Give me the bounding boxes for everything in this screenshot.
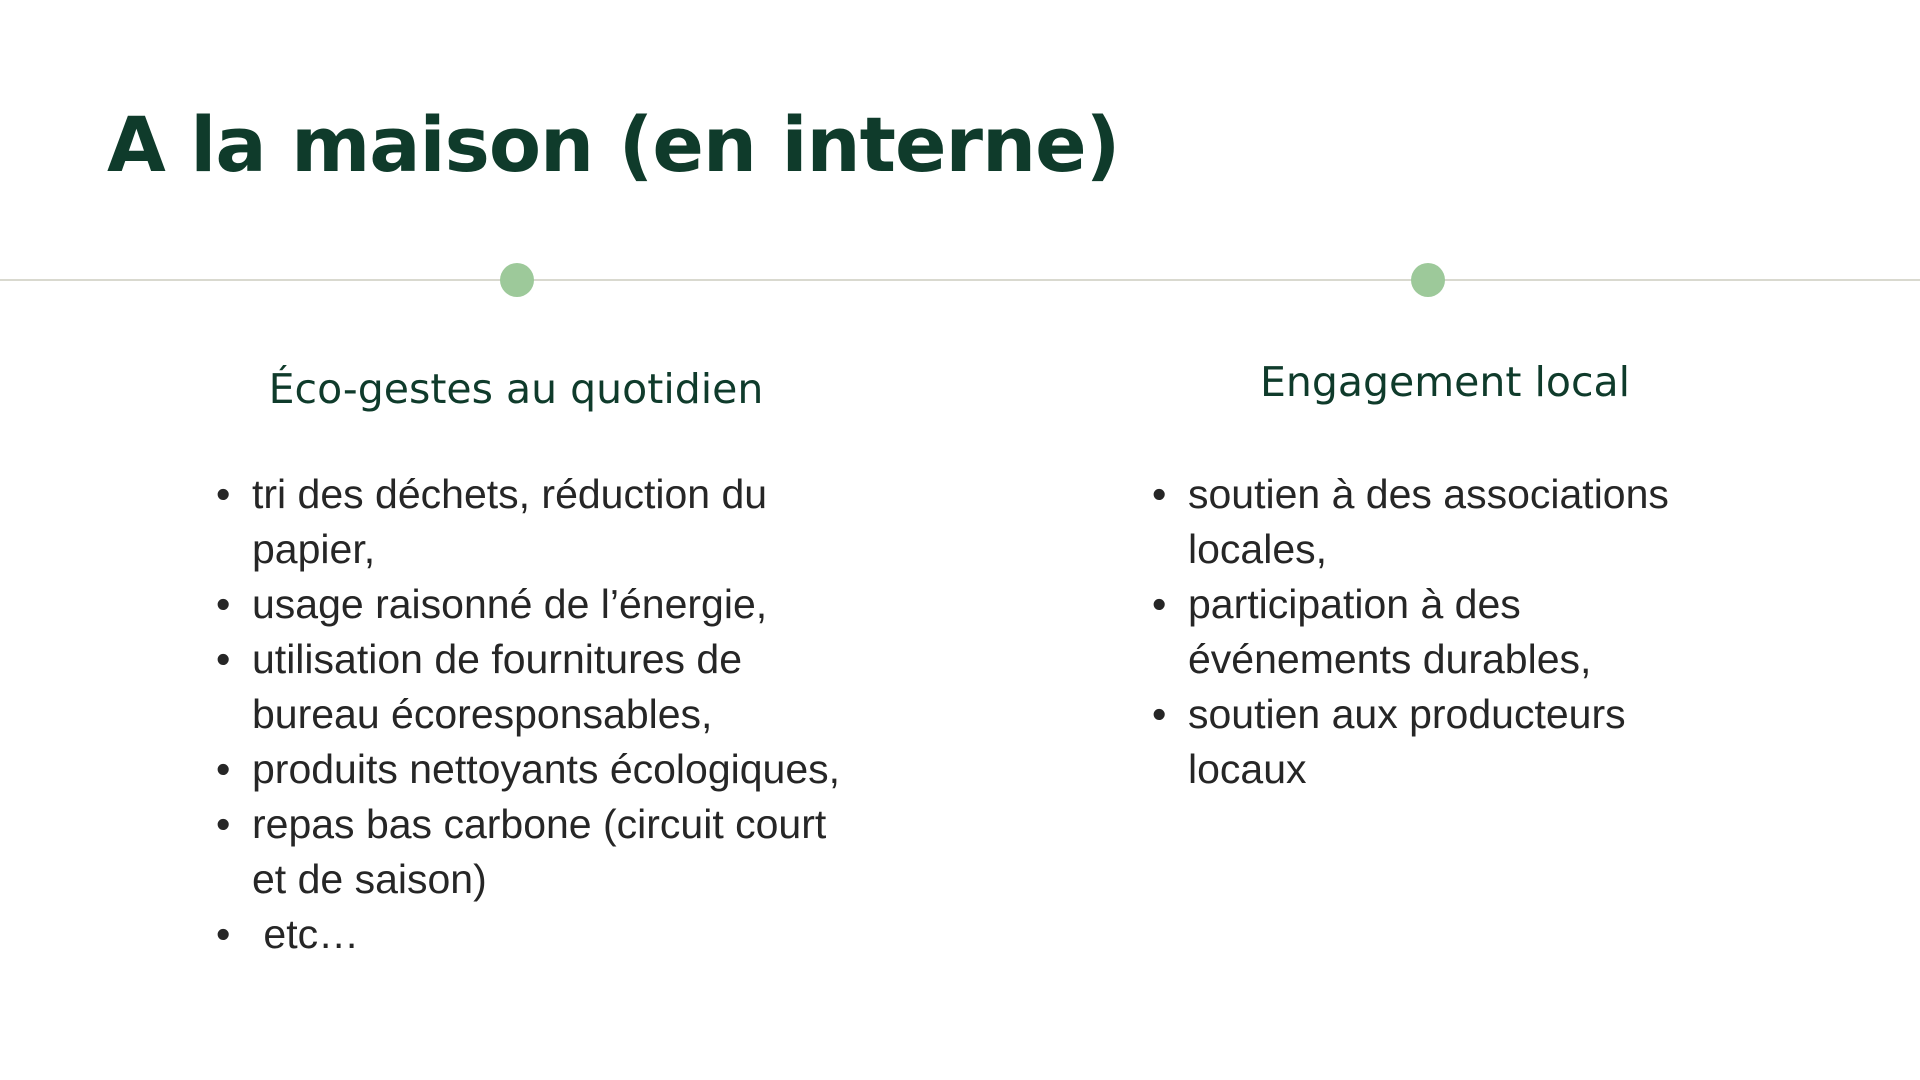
list-item — [214, 797, 854, 907]
engagement-local-list — [1150, 467, 1750, 797]
eco-gestes-list — [214, 467, 854, 962]
bullet-icon: • — [1152, 581, 1167, 627]
list-item — [214, 467, 854, 577]
bullet-icon: • — [1152, 471, 1167, 517]
list-item-text: produits nettoyants écologiques, — [252, 746, 841, 792]
list-item — [214, 907, 854, 962]
bullet-icon: • — [216, 636, 231, 682]
list-item-text: repas bas carbone (circuit court et de saison) — [252, 801, 827, 902]
column-heading-engagement-local: Engagement local — [1259, 358, 1631, 406]
column-heading-eco-gestes: Éco-gestes au quotidien — [268, 365, 764, 413]
list-item-text: utilisation de fournitures de bureau écoresponsables, — [252, 636, 743, 737]
list-item — [214, 577, 854, 632]
list-item — [214, 632, 854, 742]
timeline-dot-right — [1411, 263, 1445, 297]
list-item — [214, 742, 854, 797]
list-item — [1150, 577, 1750, 687]
list-item-text: soutien aux producteurs locaux — [1188, 691, 1626, 792]
timeline-dot-left — [500, 263, 534, 297]
bullet-icon: • — [1152, 691, 1167, 737]
bullet-icon: • — [216, 911, 231, 957]
list-item-text: soutien à des associations locales, — [1188, 471, 1669, 572]
list-item-text: participation à des événements durables, — [1188, 581, 1592, 682]
bullet-icon: • — [216, 581, 231, 627]
list-item-text: etc… — [252, 911, 360, 957]
timeline-line — [0, 279, 1920, 281]
bullet-icon: • — [216, 471, 231, 517]
list-item — [1150, 467, 1750, 577]
list-item-text: tri des déchets, réduction du papier, — [252, 471, 768, 572]
list-item-text: usage raisonné de l’énergie, — [252, 581, 768, 627]
list-item — [1150, 687, 1750, 797]
bullet-icon: • — [216, 746, 231, 792]
slide-title: A la maison (en interne) — [107, 100, 1120, 189]
bullet-icon: • — [216, 801, 231, 847]
